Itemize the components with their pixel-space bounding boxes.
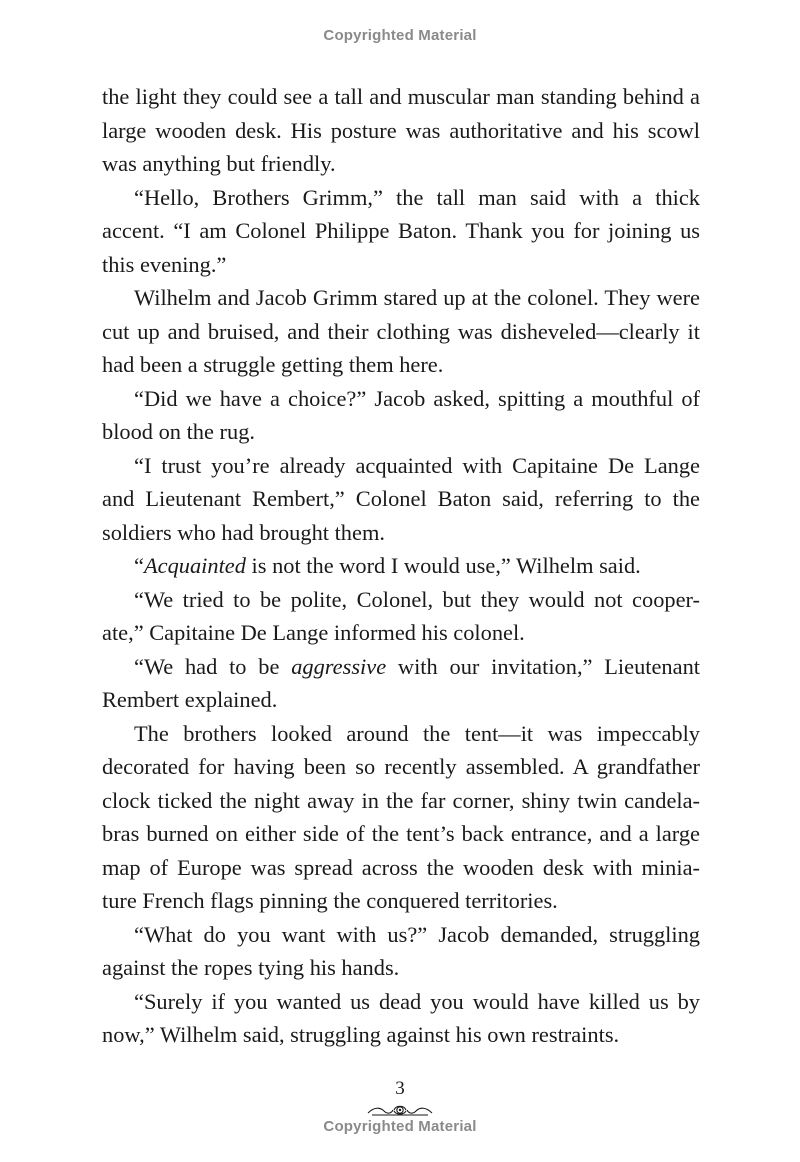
italic-text: Acquainted — [143, 553, 246, 578]
text-run: with our invitation,” Lieutenant Rembert explained. — [102, 653, 700, 712]
paragraph — [102, 918, 700, 985]
text-run: The brothers looked around the tent—it was impeccably decorated for having been so recently assembled. A grandfather clock ticked the night away in the far corner, shiny twin candela-bras burned on either side of the tent’s back entrance, and a large map of Europe was spread across the wooden desk with minia-ture French flags pinning the conquered territories. — [102, 720, 700, 913]
text-run: “Hello, Brothers Grimm,” the tall man said with a thick accent. “I am Colonel Philippe Baton. Thank you for joining us this evening.” — [102, 184, 700, 277]
paragraph — [102, 583, 700, 650]
watermark-bottom: Copyrighted Material — [323, 1118, 477, 1135]
text-run: “What do you want with us?” Jacob demanded, struggling against the ropes tying his hands. — [102, 921, 700, 980]
text-run: “I trust you’re already acquainted with Capitaine De Lange and Lieutenant Rembert,” Colonel Baton said, referring to the soldiers who had brought them. — [102, 452, 700, 545]
paragraph — [102, 985, 700, 1052]
page-number: 3 — [395, 1078, 405, 1099]
text-run: Wilhelm and Jacob Grimm stared up at the colonel. They were cut up and bruised, and their clothing was disheveled—clearly it had been a struggle getting them here. — [102, 285, 700, 377]
text-run: “We had to be — [134, 653, 292, 679]
paragraph — [102, 281, 700, 382]
paragraph — [102, 181, 700, 282]
text-run: “We tried to be polite, Colonel, but they would not cooper-ate,” Capitaine De Lange informed his colonel. — [102, 586, 700, 645]
paragraph — [102, 650, 700, 717]
paragraph — [102, 549, 700, 583]
paragraph — [102, 717, 700, 918]
text-run: “Did we have a choice?” Jacob asked, spitting a mouthful of blood on the rug. — [102, 385, 700, 444]
ornament-flourish-icon — [366, 1103, 434, 1117]
italic-text: aggressive — [291, 653, 387, 679]
text-run: “ — [134, 553, 144, 578]
text-run: the light they could see a tall and muscular man standing behind a large wooden desk. His posture was authoritative and his scowl was anything but friendly. — [102, 84, 700, 176]
paragraph — [102, 449, 700, 550]
text-run: “Surely if you wanted us dead you would have killed us by now,” Wilhelm said, struggling against his own restraints. — [102, 988, 700, 1047]
text-run: is not the word I would use,” Wilhelm said. — [245, 553, 641, 578]
paragraph — [102, 382, 700, 449]
watermark-top: Copyrighted Material — [323, 27, 477, 44]
body-text — [102, 80, 700, 1052]
paragraph — [102, 80, 700, 181]
